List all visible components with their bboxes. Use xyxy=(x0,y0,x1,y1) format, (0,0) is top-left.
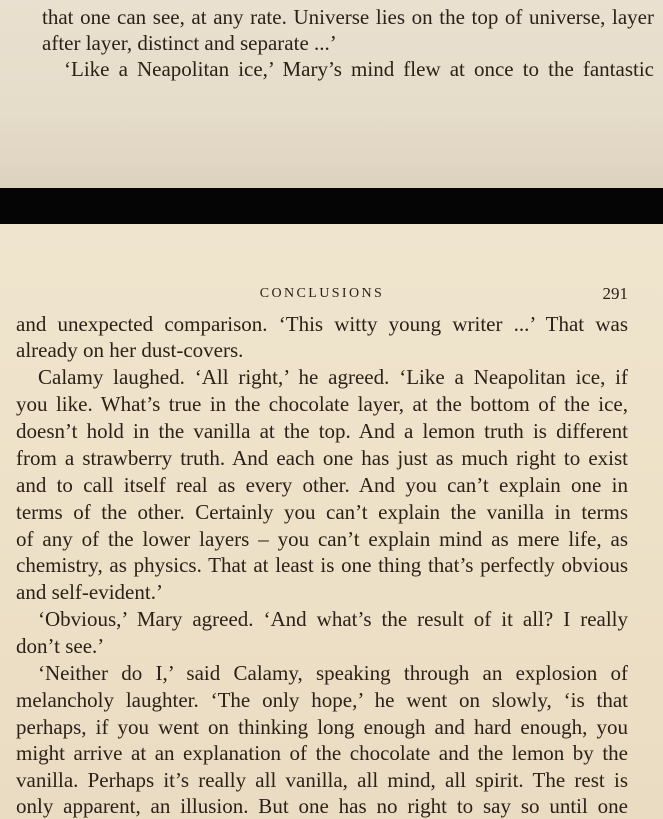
text-line: of any of the lower layers – you can’t explain mind as mere life, as xyxy=(16,527,628,551)
text-line: melancholy laughter. ‘The only hope,’ he went on slowly, ‘is that xyxy=(16,688,628,712)
text-line: chemistry, as physics. That at least is one thing that’s perfectly obvious xyxy=(16,553,628,577)
previous-page-fragment xyxy=(0,0,663,188)
text-line: don’t see.’ xyxy=(16,634,105,658)
text-line: already on her dust-covers. xyxy=(16,338,244,362)
text-line: vanilla. Perhaps it’s really all vanilla, all mind, all spirit. The rest is xyxy=(16,768,628,792)
text-line: terms of the other. Certainly you can’t explain the vanilla in terms xyxy=(16,500,628,524)
text-line: perhaps, if you went on thinking long enough and hard enough, you xyxy=(16,715,628,739)
text-line: and to call itself real as every other. And you can’t explain one in xyxy=(16,473,628,497)
text-line: ‘Obvious,’ Mary agreed. ‘And what’s the result of it all? I really xyxy=(38,607,628,631)
text-line: and unexpected comparison. ‘This witty young writer ...’ That was xyxy=(16,312,628,336)
text-line: Calamy laughed. ‘All right,’ he agreed. ‘Like a Neapolitan ice, if xyxy=(38,365,628,389)
text-line: and self-evident.’ xyxy=(16,580,163,604)
running-head: CONCLUSIONS xyxy=(259,286,385,301)
page-number: 291 xyxy=(602,284,628,303)
text-line: that one can see, at any rate. Universe lies on the top of universe, layer xyxy=(42,5,654,29)
page-header xyxy=(16,282,628,306)
text-line: after layer, distinct and separate ...’ xyxy=(42,31,337,55)
text-line: from a strawberry truth. And each one has just as much right to exist xyxy=(16,446,628,470)
text-line: might arrive at an explanation of the chocolate and the lemon by the xyxy=(16,741,628,765)
text-line: you like. What’s true in the chocolate layer, at the bottom of the ice, xyxy=(16,392,628,416)
text-line: ‘Neither do I,’ said Calamy, speaking through an explosion of xyxy=(38,661,628,685)
text-line: doesn’t hold in the vanilla at the top. And a lemon truth is different xyxy=(16,419,628,443)
text-line: ‘Like a Neapolitan ice,’ Mary’s mind flew at once to the fantastic xyxy=(64,57,654,81)
book-page xyxy=(0,224,663,819)
text-line: only apparent, an illusion. But one has no right to say so until one xyxy=(16,794,628,818)
page-gap xyxy=(0,188,663,224)
